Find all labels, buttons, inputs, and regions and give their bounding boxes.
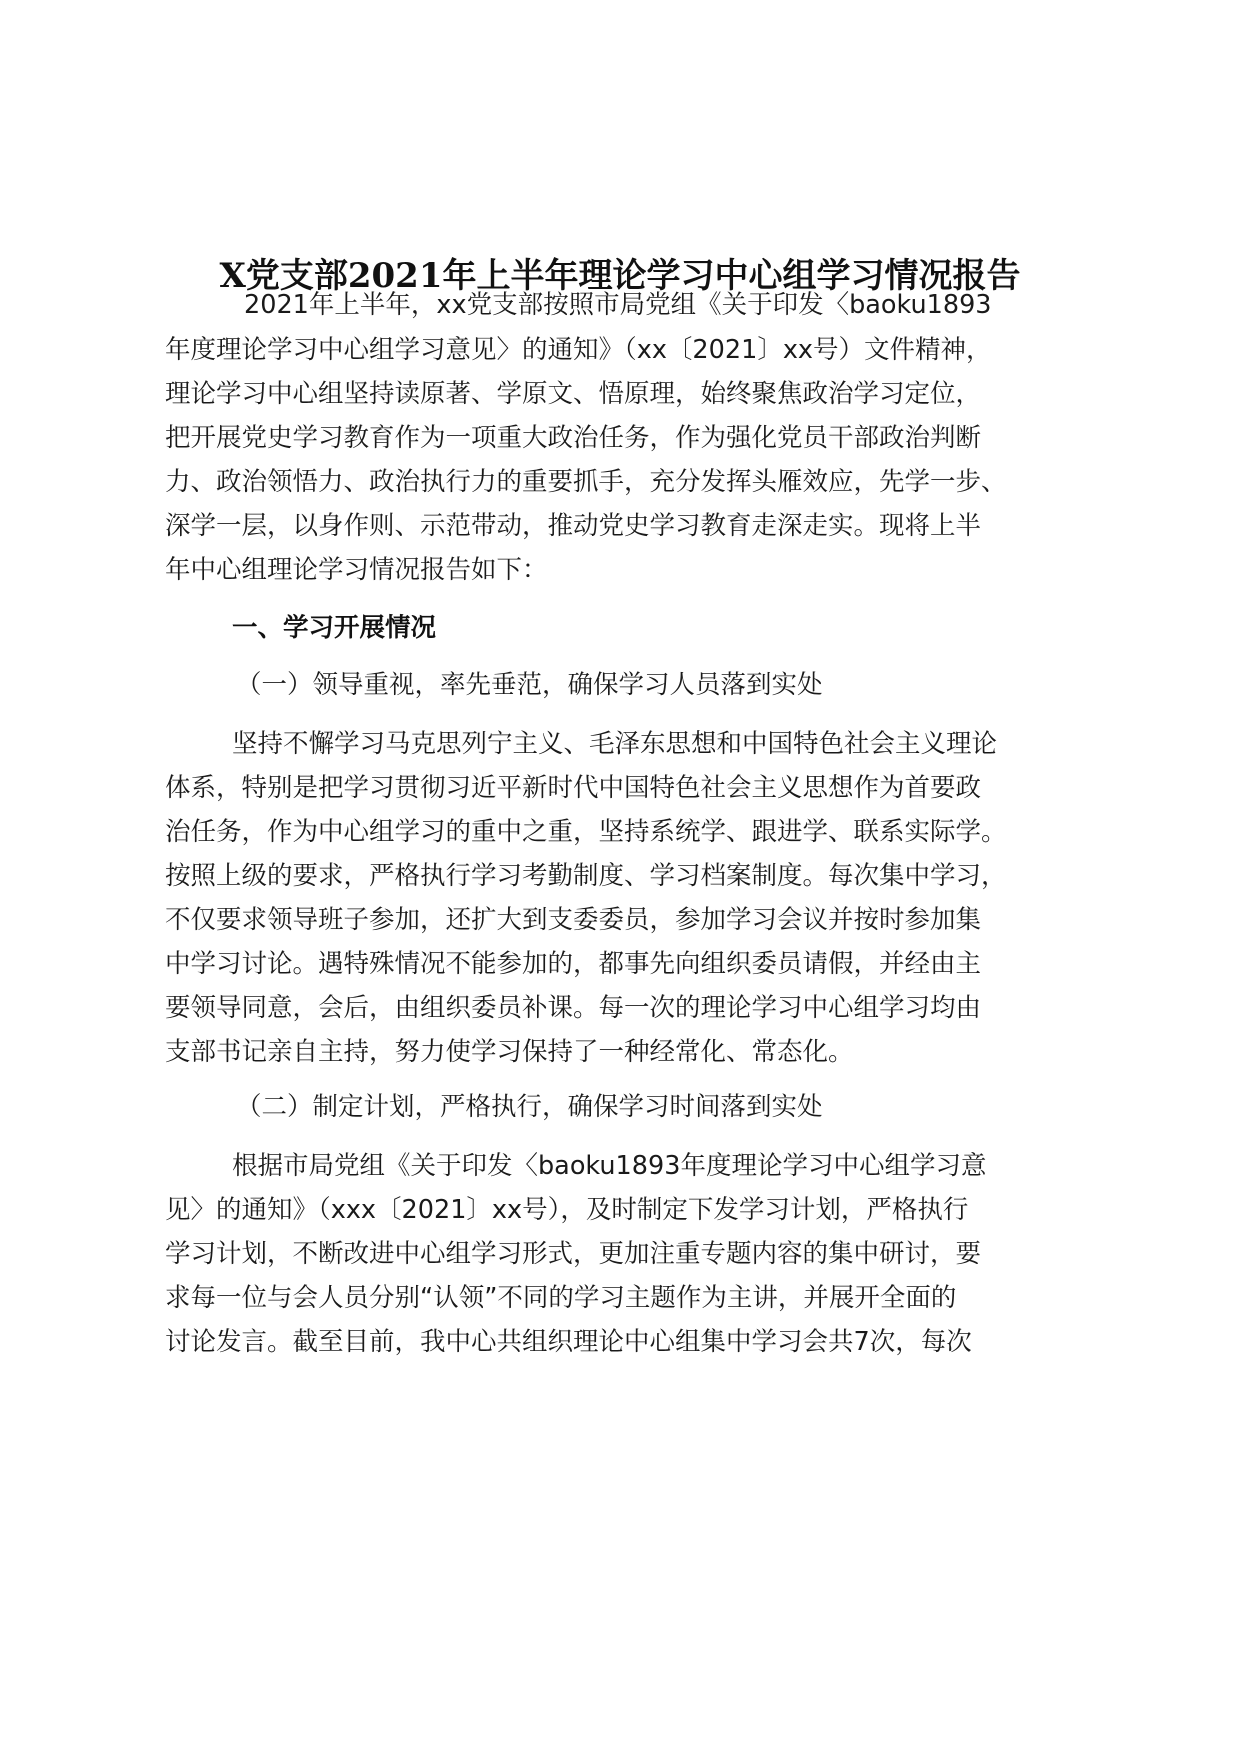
intro-line: 力、政治领悟力、政治执行力的重要抓手，充分发挥头雁效应，先学一步、 [165, 467, 1007, 497]
document-title: X党支部2021年上半年理论学习中心组学习情况报告 [219, 256, 1021, 296]
paragraph-line: 根据市局党组《关于印发〈baoku1893年度理论学习中心组学习意 [232, 1151, 987, 1181]
intro-line: 把开展党史学习教育作为一项重大政治任务，作为强化党员干部政治判断 [165, 423, 982, 453]
paragraph-line: 见〉的通知》（xxx〔2021〕xx号），及时制定下发学习计划，严格执行 [165, 1195, 969, 1225]
section-heading: 一、学习开展情况 [232, 613, 437, 643]
intro-line: 2021年上半年，xx党支部按照市局党组《关于印发〈baoku1893 [244, 290, 992, 320]
intro-line: 年度理论学习中心组学习意见〉的通知》（xx〔2021〕xx号）文件精神， [165, 335, 992, 365]
paragraph-line: 坚持不懈学习马克思列宁主义、毛泽东思想和中国特色社会主义理论 [232, 729, 998, 759]
subsection-heading: （二）制定计划，严格执行，确保学习时间落到实处 [236, 1092, 823, 1122]
subsection-heading: （一）领导重视，率先垂范，确保学习人员落到实处 [236, 670, 823, 700]
intro-line: 理论学习中心组坚持读原著、学原文、悟原理，始终聚焦政治学习定位， [165, 379, 982, 409]
paragraph-line: 不仅要求领导班子参加，还扩大到支委委员，参加学习会议并按时参加集 [165, 905, 982, 935]
paragraph-line: 中学习讨论。遇特殊情况不能参加的，都事先向组织委员请假，并经由主 [165, 949, 982, 979]
paragraph-line: 体系，特别是把学习贯彻习近平新时代中国特色社会主义思想作为首要政 [165, 773, 982, 803]
paragraph-line: 要领导同意，会后，由组织委员补课。每一次的理论学习中心组学习均由 [165, 993, 982, 1023]
paragraph-line: 治任务，作为中心组学习的重中之重，坚持系统学、跟进学、联系实际学。 [165, 817, 1007, 847]
paragraph-line: 支部书记亲自主持，努力使学习保持了一种经常化、常态化。 [165, 1037, 854, 1067]
intro-line: 深学一层，以身作则、示范带动，推动党史学习教育走深走实。现将上半 [165, 511, 982, 541]
paragraph-line: 求每一位与会人员分别“认领”不同的学习主题作为主讲，并展开全面的 [165, 1283, 957, 1313]
intro-line: 年中心组理论学习情况报告如下： [165, 555, 548, 585]
paragraph-line: 讨论发言。截至目前，我中心共组织理论中心组集中学习会共7次，每次 [165, 1327, 972, 1357]
paragraph-line: 按照上级的要求，严格执行学习考勤制度、学习档案制度。每次集中学习， [165, 861, 1007, 891]
paragraph-line: 学习计划，不断改进中心组学习形式，更加注重专题内容的集中研讨，要 [165, 1239, 982, 1269]
